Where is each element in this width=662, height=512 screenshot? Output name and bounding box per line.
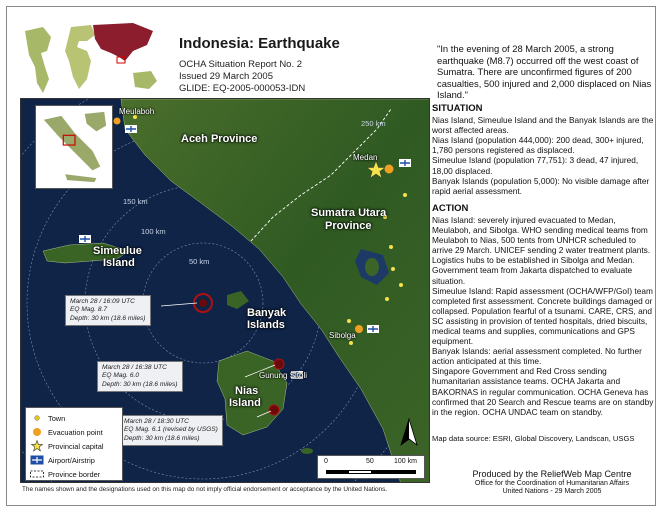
north-arrow-icon (395, 417, 423, 451)
quake-second-time: March 28 / 16:38 UTC (102, 364, 167, 371)
label-banyak-islands: Islands (247, 319, 285, 331)
label-banyak: Banyak (247, 307, 287, 319)
quake-third-time: March 28 / 18:30 UTC (124, 418, 189, 425)
quake-third-depth: Depth: 30 km (18.6 miles) (124, 434, 200, 442)
legend-label-capital: Provincial capital (48, 441, 104, 451)
distance-label-50: 50 km (189, 257, 210, 266)
scale-label-fifty: 50 (366, 458, 374, 465)
evacuation-point-icon (30, 426, 44, 438)
label-nias: Nias (235, 385, 259, 397)
situation-line: Nias Island, Simeulue Island and the Banyak Islands are the worst affected areas. (432, 115, 654, 136)
producer-office: Office for the Coordination of Humanitarian Affairs (474, 479, 630, 487)
quake-info-third (119, 415, 223, 446)
epicenter-second (274, 359, 284, 369)
legend-label-border: Province border (48, 469, 101, 479)
glide-number: GLIDE: EQ-2005-000053-IDN (179, 83, 306, 94)
quake-info-main (65, 295, 151, 326)
disclaimer: The names shown and the designations used on this map do not imply official endorsement or acceptance by the United Nations. (22, 486, 388, 493)
header (179, 35, 429, 95)
quake-third-magnitude: EQ Mag. 6.1 (revised by USGS) (124, 426, 218, 434)
scale-label-hundred: 100 km (394, 458, 417, 465)
label-sibolga: Sibolga (329, 331, 356, 340)
quake-second-magnitude: EQ Mag. 6.0 (102, 372, 140, 380)
action-line: Singapore Government and Red Cross sending humanitarian assistance teams. OCHA Jakarta and BAKORNAS in regular communication. OCHA Geneva has confirmed that 20 Search and Rescue teams are on standby in the region. OCHA UNDAC team on standby. (432, 366, 654, 417)
legend-label-town: Town (48, 413, 66, 423)
label-aceh-province: Aceh Province (181, 133, 258, 145)
producer-date: United Nations - 29 March 2005 (502, 488, 602, 496)
quake-main-depth: Depth: 30 km (18.6 miles) (70, 314, 146, 322)
label-medan: Medan (353, 153, 378, 162)
inset-locator-map (35, 105, 113, 189)
action-line: Simeulue Island: Rapid assessment (OCHA/WFP/GoI) team completed first assessment. Concrete buildings damaged or collapsed. Population fearful of a tsunami. CARE, CRS, and SC assisting in provision of tented hospitals, dried biscuits, medical teams and supplies, communications and GPS equipment. (432, 285, 653, 347)
report-number: OCHA Situation Report No. 2 (179, 59, 303, 70)
scale-bar (317, 455, 425, 479)
action-line: Banyak Islands: aerial assessment completed. No further action anticipated at this time. (432, 346, 642, 367)
legend-item-town (30, 411, 118, 425)
legend-item-border (30, 467, 118, 481)
legend-item-capital (30, 439, 118, 453)
producer-name: Produced by the ReliefWeb Map Centre (472, 469, 632, 479)
label-sumatra-utara-province: Province (325, 220, 372, 232)
action-line: Nias Island: severely injured evacuated to Medan, Meulaboh, and Sibolga. WHO sending medical teams from Meulaboh to Nias, 500 tents from UNHCR scheduled to arrive 29 March. UNICEF sending 2 water treatment plants. Logistics hubs to be established in Sibolga and Medan. Government team from Jakarta dispatched to evaluate situation. (432, 214, 651, 286)
label-simeulue: Simeulue (93, 245, 142, 257)
scale-bar-graphic (326, 470, 416, 474)
situation-line: Banyak Islands (population 5,000): No visible damage after rapid aerial assessment. (432, 175, 650, 196)
quake-main-time: March 28 / 16:09 UTC (70, 298, 135, 305)
label-meulaboh: Meulaboh (119, 107, 155, 116)
town-icon (30, 412, 44, 424)
evacuation-point-sibolga (355, 325, 363, 333)
label-sumatra-utara: Sumatra Utara (311, 207, 387, 219)
legend-item-airport (30, 453, 118, 467)
data-source: Map data source: ESRI, Global Discovery, Landscan, USGS (432, 434, 635, 443)
province-border-icon (30, 468, 44, 480)
provincial-capital-icon (30, 440, 44, 452)
action-heading: ACTION (432, 202, 469, 214)
distance-label-250: 250 km (361, 119, 386, 128)
label-simeulue-island: Island (103, 257, 135, 269)
world-overview-map (21, 17, 167, 101)
scale-label-zero: 0 (324, 458, 328, 465)
label-nias-island: Island (229, 397, 261, 409)
quake-main-magnitude: EQ Mag. 8.7 (70, 306, 108, 314)
situation-heading: SITUATION (432, 103, 483, 114)
samosir-island (365, 258, 379, 276)
label-gunung-sitoli: Gunung Sitoli (259, 371, 308, 380)
situation-line: Simeulue Island (population 77,751): 3 dead, 47 injured, 18,00 displaced. (432, 155, 639, 176)
evacuation-point-meulaboh (114, 118, 121, 125)
issued-date: Issued 29 March 2005 (179, 71, 274, 82)
islet-south (301, 448, 313, 454)
situation-line: Nias Island (population 444,000): 200 dead, 300+ injured, 1,780 persons registered as displaced. (432, 135, 644, 156)
evacuation-point-medan (385, 165, 394, 174)
distance-label-100: 100 km (141, 227, 166, 236)
earthquake-map (20, 98, 430, 483)
situation-panel (432, 102, 654, 417)
legend-item-evacuation (30, 425, 118, 439)
airport-icon (30, 454, 44, 466)
page-title: Indonesia: Earthquake (179, 35, 340, 52)
epicenter-third (269, 405, 279, 415)
quake-second-depth: Depth: 30 km (18.6 miles) (102, 380, 178, 388)
producer-credit (452, 470, 652, 497)
distance-label-150: 150 km (123, 197, 148, 206)
summary-quote: "In the evening of 28 March 2005, a strong earthquake (M8.7) occurred off the west coast of Sumatra. There are unconfirmed figures of 200 casualties, 500 injured and 2,000 displaced on Nias Island." (437, 43, 652, 101)
legend-label-airport: Airport/Airstrip (48, 455, 95, 465)
quake-info-second (97, 361, 183, 392)
map-legend (25, 407, 123, 481)
legend-label-evacuation: Evacuation point (48, 427, 103, 437)
